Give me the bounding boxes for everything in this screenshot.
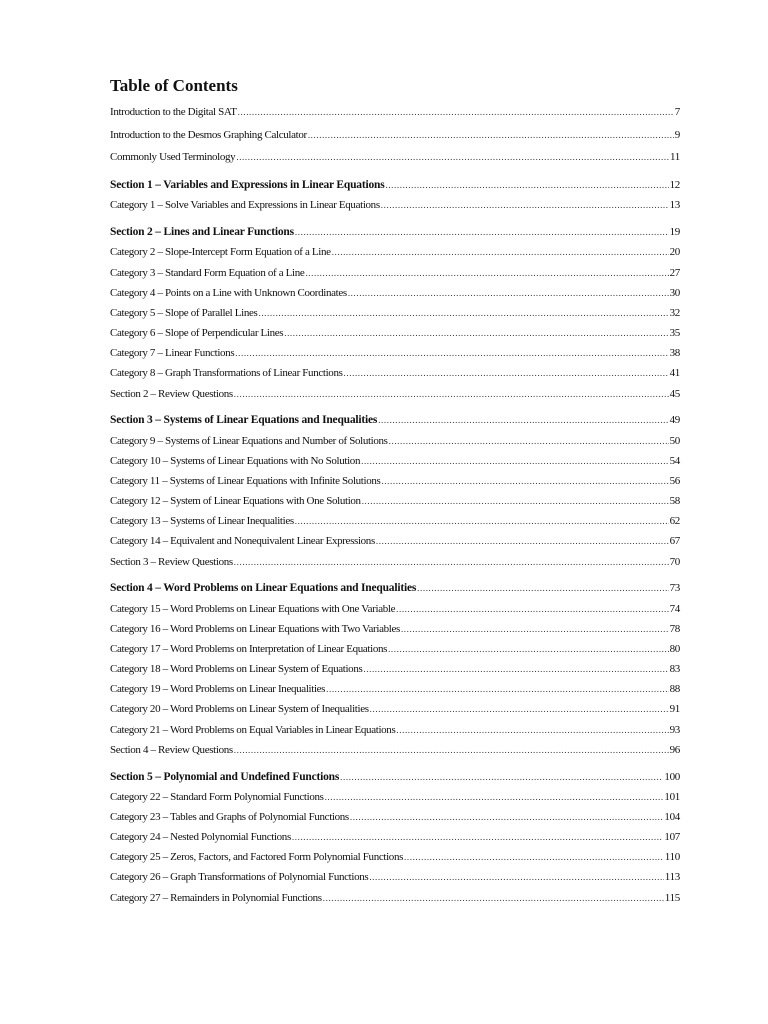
dot-leader (376, 531, 669, 551)
dot-leader (234, 740, 669, 760)
toc-section-heading[interactable] (110, 222, 680, 242)
dot-leader (389, 431, 669, 451)
toc-page-number: 45 (669, 387, 680, 400)
toc-entry-label: Category 1 – Solve Variables and Expressions in Linear Equations (110, 199, 380, 212)
toc-entry[interactable] (110, 124, 680, 147)
toc-group (110, 578, 680, 760)
toc-entry-label: Category 20 – Word Problems on Linear System of Inequalities (110, 703, 369, 716)
toc-entry-label: Category 12 – System of Linear Equations with One Solution (110, 495, 361, 508)
toc-page-number: 50 (669, 434, 680, 447)
dot-leader (234, 384, 669, 404)
dot-leader (381, 195, 669, 215)
dot-leader (305, 263, 668, 283)
dot-leader (323, 888, 664, 908)
toc-page-number: 54 (669, 454, 680, 467)
dot-leader (378, 410, 668, 430)
toc-entry-label: Section 4 – Word Problems on Linear Equations and Inequalities (110, 582, 417, 595)
toc-entry[interactable] (110, 847, 680, 867)
toc-entry-label: Category 9 – Systems of Linear Equations and Number of Solutions (110, 434, 388, 447)
dot-leader (381, 471, 668, 491)
page-title: Table of Contents (110, 76, 238, 95)
toc-entry-label: Section 3 – Systems of Linear Equations and Inequalities (110, 414, 378, 427)
toc-page-number: 12 (669, 179, 680, 192)
toc-entry-label: Section 3 – Review Questions (110, 555, 233, 568)
toc-entry[interactable] (110, 720, 680, 740)
toc-page-number: 7 (674, 106, 680, 118)
toc-entry[interactable] (110, 323, 680, 343)
toc-entry-label: Category 17 – Word Problems on Interpretation of Linear Equations (110, 642, 388, 655)
toc-entry[interactable] (110, 807, 680, 827)
dot-leader (326, 679, 668, 699)
toc-entry-label: Category 3 – Standard Form Equation of a Line (110, 266, 305, 279)
toc-page-number: 107 (664, 831, 680, 844)
dot-leader (401, 619, 669, 639)
toc-entry-label: Category 6 – Slope of Perpendicular Lines (110, 327, 284, 340)
toc-entry-label: Introduction to the Desmos Graphing Calculator (110, 128, 307, 141)
toc-entry-label: Commonly Used Terminology (110, 151, 236, 164)
toc-page-number: 80 (669, 642, 680, 655)
toc-page-number: 115 (664, 891, 680, 904)
toc-entry-label: Category 21 – Word Problems on Equal Variables in Linear Equations (110, 723, 396, 736)
toc-entry-label: Category 13 – Systems of Linear Inequalities (110, 515, 294, 528)
toc-entry-label: Category 5 – Slope of Parallel Lines (110, 306, 258, 319)
toc-entry-label: Category 23 – Tables and Graphs of Polynomial Functions (110, 810, 349, 823)
toc-entry[interactable] (110, 431, 680, 451)
toc-entry[interactable] (110, 740, 680, 760)
toc-section-heading[interactable] (110, 578, 680, 598)
dot-leader (308, 124, 674, 147)
dot-leader (284, 323, 668, 343)
toc-entry-label: Section 4 – Review Questions (110, 743, 233, 756)
toc-entry-label: Category 8 – Graph Transformations of Linear Functions (110, 367, 343, 380)
toc-entry[interactable] (110, 263, 680, 283)
toc-section-heading[interactable] (110, 410, 680, 430)
toc-page-number: 35 (669, 327, 680, 340)
toc-entry-label: Category 25 – Zeros, Factors, and Factored Form Polynomial Functions (110, 851, 404, 864)
toc-page-number: 83 (669, 663, 680, 676)
toc-entry-label: Section 2 – Lines and Linear Functions (110, 226, 294, 239)
dot-leader (385, 175, 668, 195)
dot-leader (361, 451, 669, 471)
dot-leader (234, 552, 669, 572)
dot-leader (235, 343, 668, 363)
toc-entry[interactable] (110, 283, 680, 303)
toc-entry[interactable] (110, 303, 680, 323)
toc-page-number: 73 (669, 582, 680, 595)
dot-leader (258, 303, 668, 323)
toc-entry-label: Section 1 – Variables and Expressions in Linear Equations (110, 179, 385, 192)
toc-page-number: 20 (669, 246, 680, 259)
toc-page-number: 11 (670, 151, 680, 164)
toc-entry-label: Category 15 – Word Problems on Linear Equations with One Variable (110, 602, 396, 615)
toc-page-number: 9 (674, 128, 680, 141)
toc-group (110, 767, 680, 908)
dot-leader (340, 767, 663, 787)
toc-page-number: 104 (664, 810, 680, 823)
toc-entry-label: Section 5 – Polynomial and Undefined Functions (110, 770, 340, 783)
toc-page-number: 110 (664, 851, 680, 864)
toc-section-heading[interactable] (110, 175, 680, 195)
toc-entry[interactable] (110, 599, 680, 619)
toc-page-number: 38 (669, 347, 680, 360)
dot-leader (350, 807, 664, 827)
toc-page-number: 113 (664, 871, 680, 884)
toc-page-number: 74 (669, 602, 680, 615)
toc-entry[interactable] (110, 867, 680, 887)
toc-page-number: 62 (669, 515, 680, 528)
dot-leader (404, 847, 664, 867)
dot-leader (295, 222, 669, 242)
toc-entry[interactable] (110, 195, 680, 215)
toc-page-number: 49 (669, 414, 680, 427)
toc-page-number: 19 (669, 226, 680, 239)
toc-entry-label: Category 27 – Remainders in Polynomial Functions (110, 891, 322, 904)
toc-entry[interactable] (110, 639, 680, 659)
dot-leader (292, 827, 664, 847)
toc-page-number: 32 (669, 306, 680, 319)
toc-entry-label: Category 24 – Nested Polynomial Functions (110, 831, 291, 844)
toc-entry-label: Category 14 – Equivalent and Nonequivalent Linear Expressions (110, 535, 375, 548)
toc-page-number: 56 (669, 474, 680, 487)
toc-entry[interactable] (110, 363, 680, 383)
dot-leader (344, 363, 669, 383)
toc-entry[interactable] (110, 242, 680, 262)
toc-page-number: 88 (669, 683, 680, 696)
toc-entry-label: Category 19 – Word Problems on Linear Inequalities (110, 683, 326, 696)
toc-entry[interactable] (110, 679, 680, 699)
dot-leader (417, 578, 668, 598)
toc-entry[interactable] (110, 888, 680, 908)
toc-entry[interactable] (110, 471, 680, 491)
toc-entry-label: Category 7 – Linear Functions (110, 347, 235, 360)
dot-leader (348, 283, 669, 303)
toc-group (110, 101, 680, 169)
toc-page-number: 67 (669, 535, 680, 548)
toc-entry[interactable] (110, 699, 680, 719)
dot-leader (388, 639, 669, 659)
toc-entry-label: Category 2 – Slope-Intercept Form Equation of a Line (110, 246, 331, 259)
toc-entry[interactable] (110, 343, 680, 363)
toc-entry[interactable] (110, 101, 680, 124)
toc-page-number: 96 (669, 743, 680, 756)
toc-entry[interactable] (110, 146, 680, 169)
toc-group (110, 175, 680, 215)
dot-leader (332, 242, 669, 262)
dot-leader (363, 659, 668, 679)
toc-entries (110, 101, 680, 908)
toc-entry-label: Category 26 – Graph Transformations of Polynomial Functions (110, 871, 369, 884)
toc-page-number: 27 (669, 266, 680, 279)
toc-entry[interactable] (110, 491, 680, 511)
toc-entry[interactable] (110, 384, 680, 404)
toc-group (110, 222, 680, 404)
table-of-contents (110, 76, 680, 908)
dot-leader (238, 101, 674, 124)
toc-entry[interactable] (110, 451, 680, 471)
dot-leader (362, 491, 669, 511)
toc-entry-label: Category 4 – Points on a Line with Unknown Coordinates (110, 286, 347, 299)
toc-page-number: 93 (669, 723, 680, 736)
toc-page-number: 58 (669, 495, 680, 508)
toc-entry[interactable] (110, 787, 680, 807)
toc-page-number: 30 (669, 286, 680, 299)
dot-leader (396, 720, 668, 740)
toc-page-number: 101 (664, 790, 680, 803)
toc-page-number: 41 (669, 367, 680, 380)
toc-entry-label: Category 18 – Word Problems on Linear System of Equations (110, 663, 363, 676)
toc-entry[interactable] (110, 659, 680, 679)
toc-entry-label: Category 22 – Standard Form Polynomial Functions (110, 790, 324, 803)
dot-leader (369, 867, 663, 887)
toc-page-number: 78 (669, 622, 680, 635)
toc-entry-label: Category 10 – Systems of Linear Equations with No Solution (110, 454, 361, 467)
toc-page-number: 70 (669, 555, 680, 568)
dot-leader (325, 787, 664, 807)
toc-entry-label: Category 11 – Systems of Linear Equations with Infinite Solutions (110, 474, 381, 487)
toc-page-number: 13 (669, 199, 680, 212)
dot-leader (396, 599, 668, 619)
toc-group (110, 410, 680, 572)
dot-leader (370, 699, 669, 719)
toc-entry[interactable] (110, 619, 680, 639)
toc-entry[interactable] (110, 552, 680, 572)
toc-entry[interactable] (110, 511, 680, 531)
toc-entry-label: Section 2 – Review Questions (110, 387, 233, 400)
toc-entry[interactable] (110, 531, 680, 551)
dot-leader (295, 511, 669, 531)
toc-entry-label: Category 16 – Word Problems on Linear Equations with Two Variables (110, 622, 400, 635)
toc-page-number: 100 (664, 770, 680, 783)
toc-entry[interactable] (110, 827, 680, 847)
toc-page-number: 91 (669, 703, 680, 716)
toc-section-heading[interactable] (110, 767, 680, 787)
dot-leader (236, 146, 669, 169)
toc-entry-label: Introduction to the Digital SAT (110, 106, 237, 118)
